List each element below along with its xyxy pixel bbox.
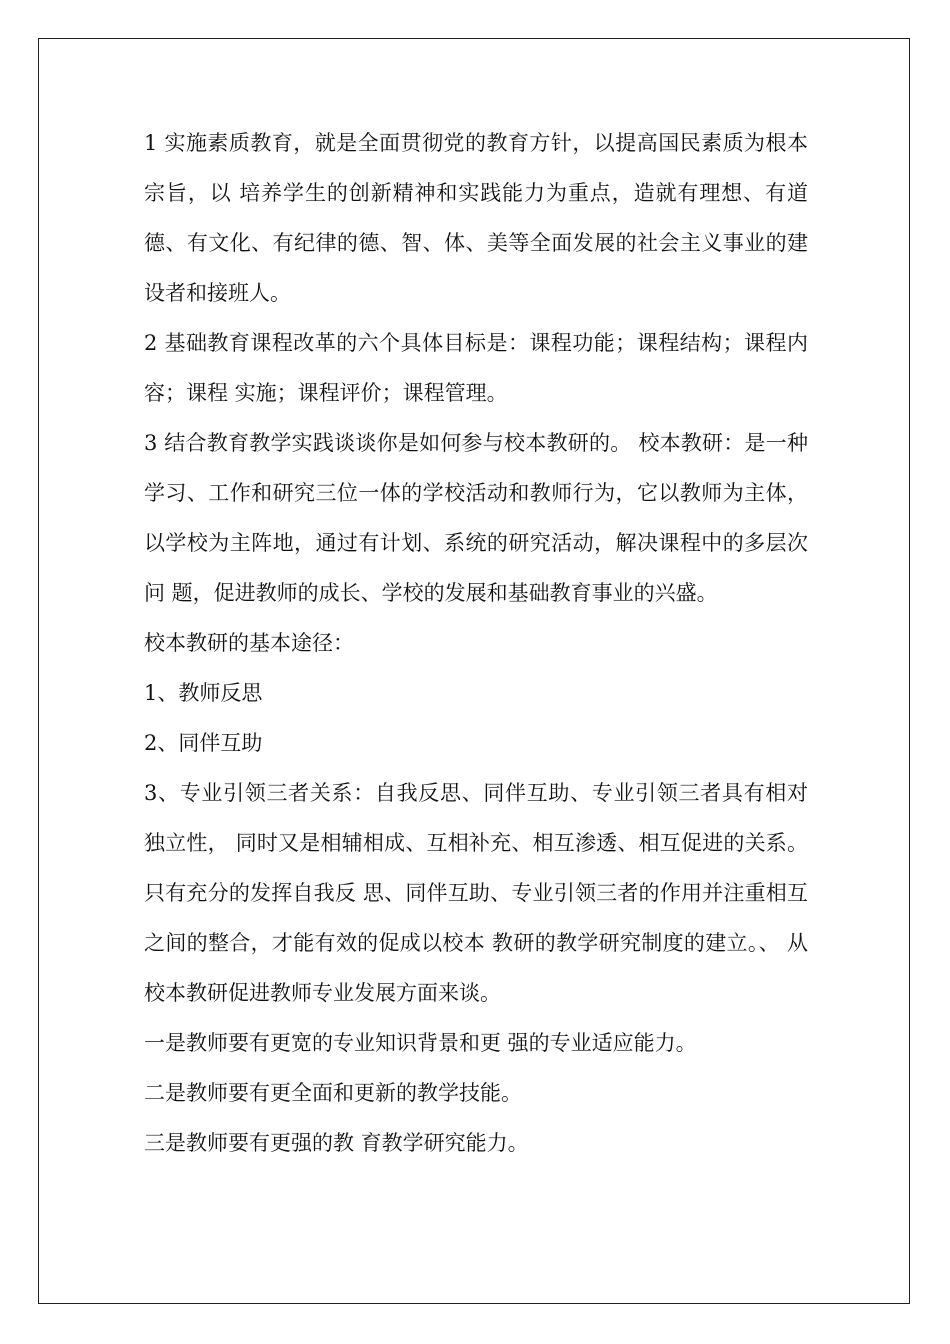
paragraph-3: 3 结合教育教学实践谈谈你是如何参与校本教研的。 校本教研：是一种学习、工作和研究三位一体的学校活动和教师行为，它以教师为主体，以学校为主阵地，通过有计划、系统的研究活动，解决课程中的多层次问 题，促进教师的成长、学校的发展和基础教育事业的兴盛。	[144, 431, 808, 605]
paragraph-1: 1 实施素质教育，就是全面贯彻党的教育方针，以提高国民素质为根本宗旨，以 培养学生的创新精神和实践能力为重点，造就有理想、有道德、有文化、有纪律的德、智、体、美等全面发展的社会主义事业的建设者和接班人。	[144, 131, 808, 305]
point-three: 三是教师要有更强的教 育教学研究能力。	[144, 1131, 529, 1155]
document-body	[144, 118, 808, 1168]
list-item-1: 1、教师反思	[144, 681, 263, 705]
point-one: 一是教师要有更宽的专业知识背景和更 强的专业适应能力。	[144, 1031, 697, 1055]
list-item-3: 3、专业引领三者关系：自我反思、同伴互助、专业引领三者具有相对独立性， 同时又是相辅相成、互相补充、相互渗透、相互促进的关系。只有充分的发挥自我反 思、同伴互助、专业引领三者的作用并注重相互之间的整合，才能有效的促成以校本 教研的教学研究制度的建立。、 从校本教研促进教师专业发展方面来谈。	[144, 781, 808, 1005]
list-item-2: 2、同伴互助	[144, 731, 263, 755]
paragraph-2: 2 基础教育课程改革的六个具体目标是：课程功能；课程结构；课程内容；课程 实施；课程评价；课程管理。	[144, 331, 808, 405]
point-two: 二是教师要有更全面和更新的教学技能。	[144, 1081, 522, 1105]
paragraph-heading-approaches: 校本教研的基本途径：	[144, 631, 354, 655]
